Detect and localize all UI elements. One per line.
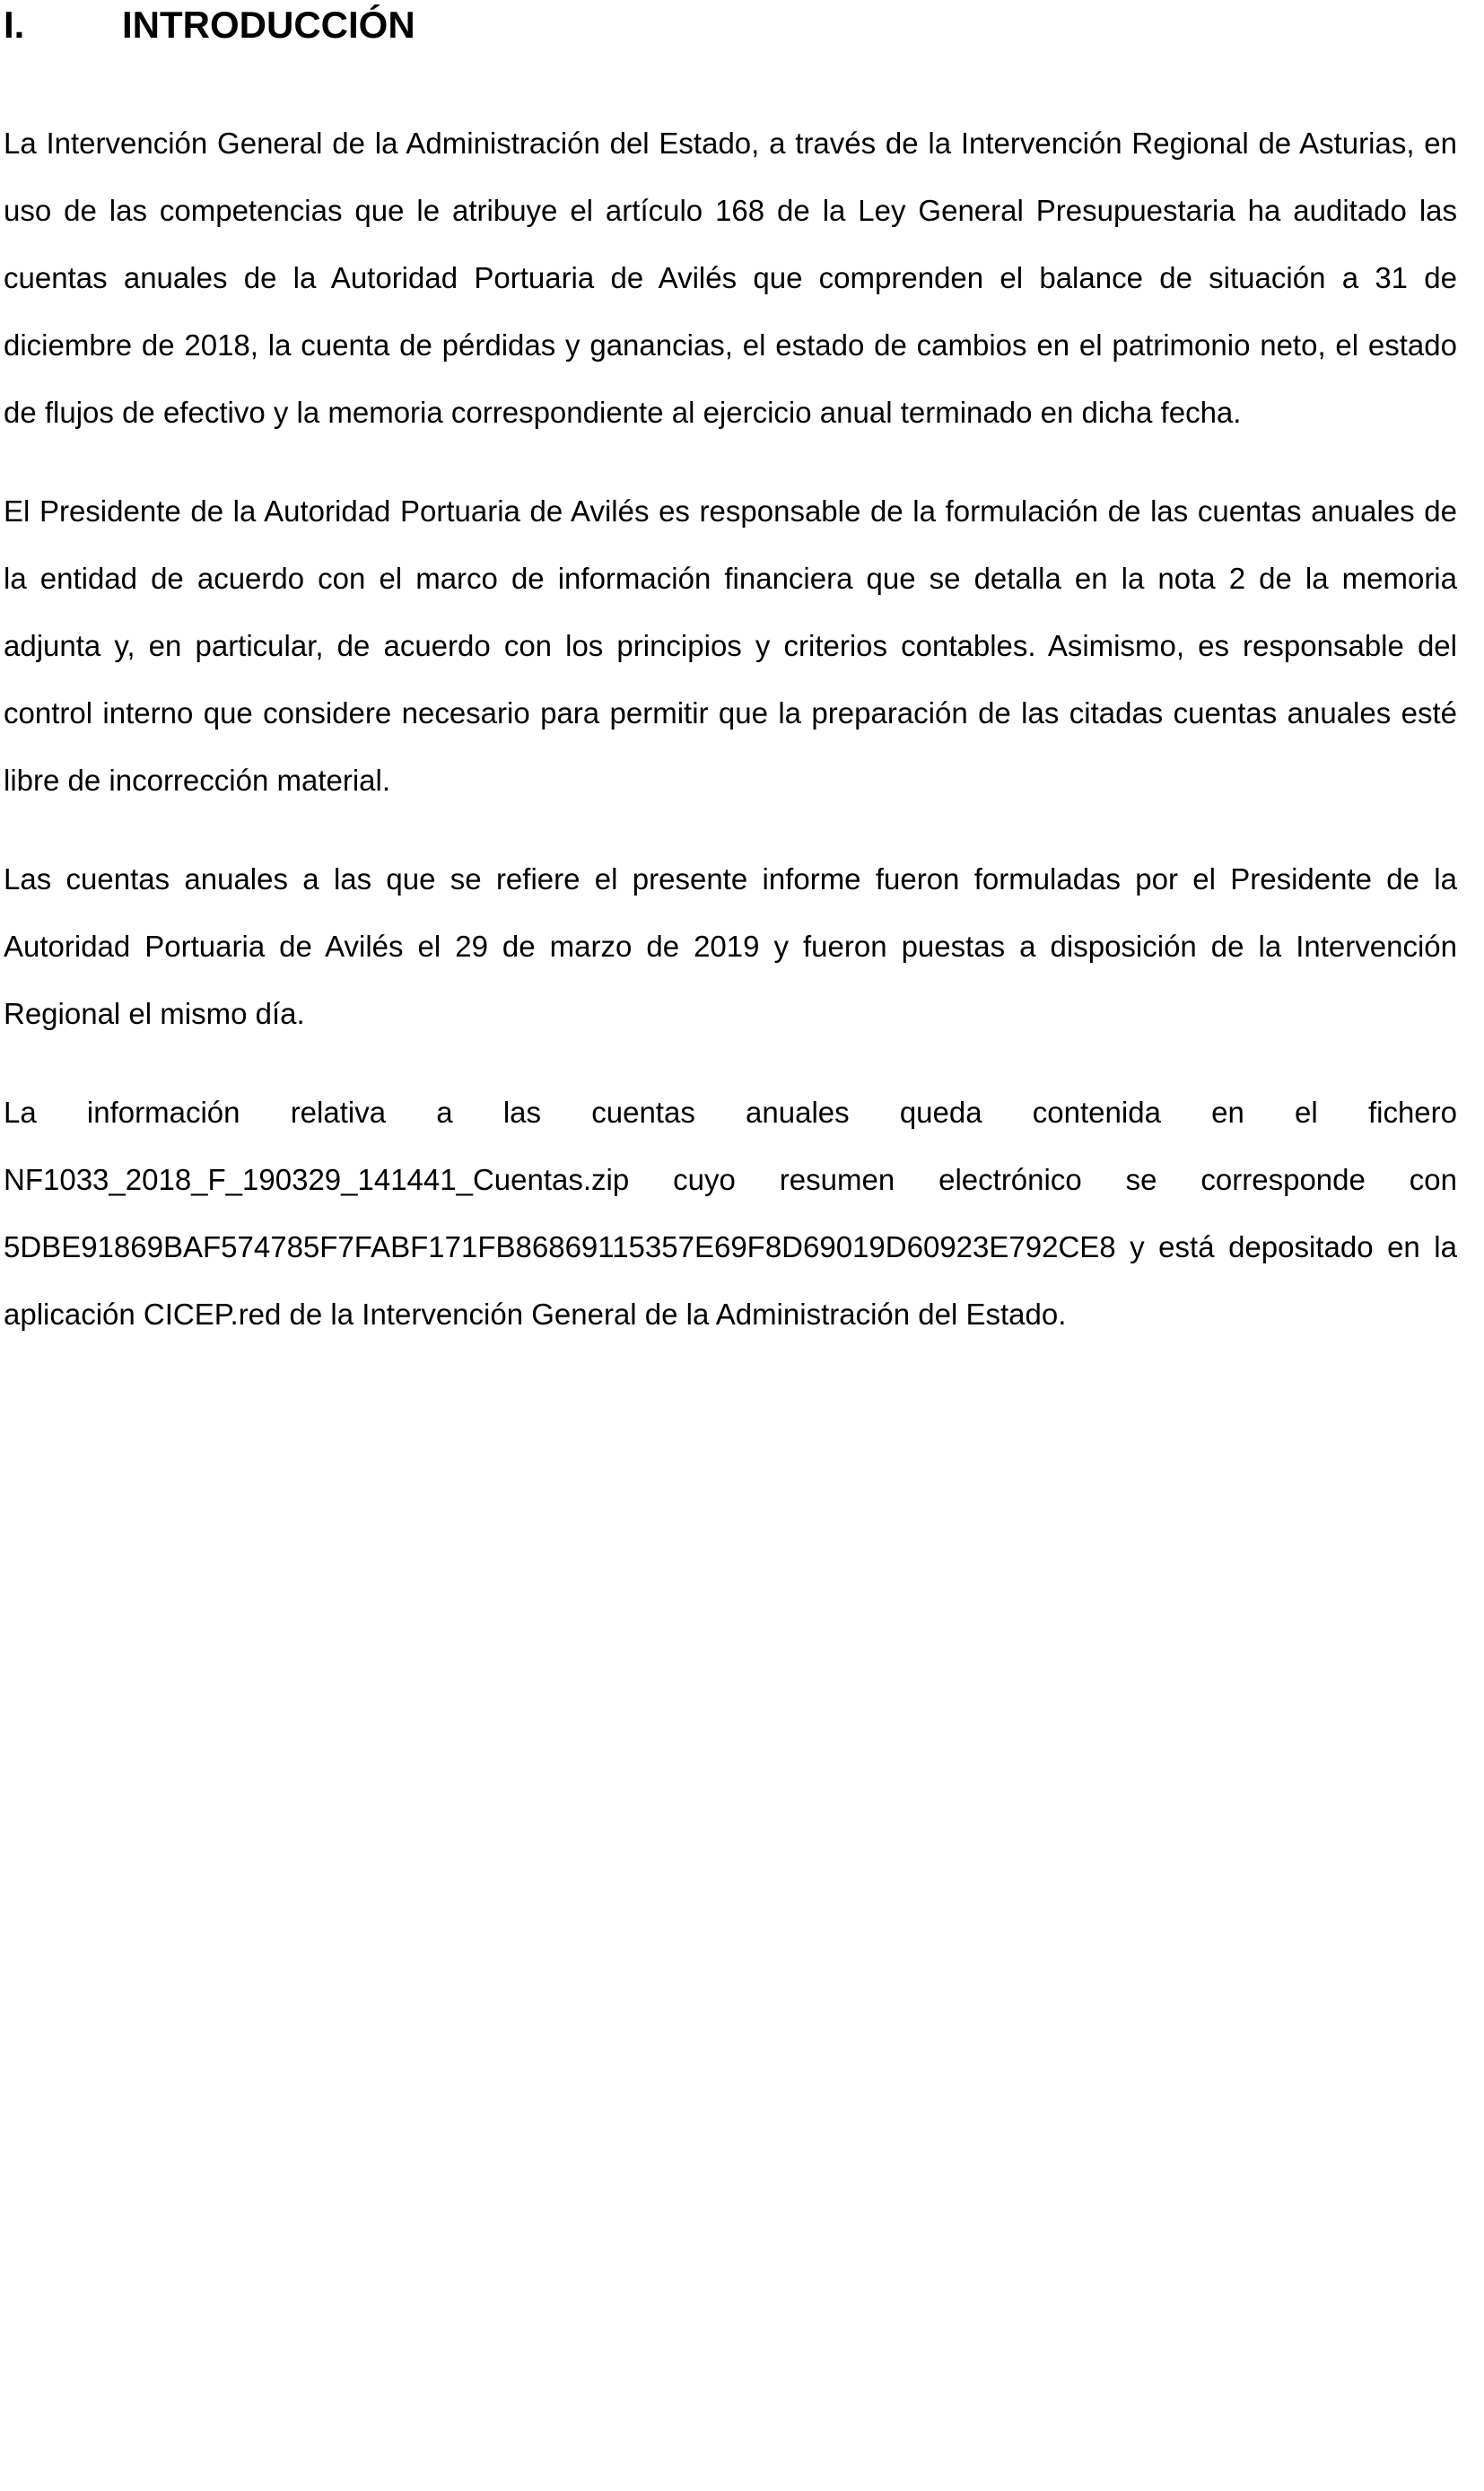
section-number: I. <box>4 4 25 46</box>
paragraph-audit-scope: La Intervención General de la Administración del Estado, a través de la Intervención Regional de Asturias, en uso de las competencias que le atribuye el artículo 168 de la Ley General Presupuestaria ha auditado las cuentas anuales de la Autoridad Portuaria de Avilés que comprenden el balance de situación a 31 de diciembre de 2018, la cuenta de pérdidas y ganancias, el estado de cambios en el patrimonio neto, el estado de flujos de efectivo y la memoria correspondiente al ejercicio anual terminado en dicha fecha. <box>4 127 1457 429</box>
section-heading <box>4 0 1457 50</box>
section-title: INTRODUCCIÓN <box>122 4 415 46</box>
paragraph-president-responsibility: El Presidente de la Autoridad Portuaria de Avilés es responsable de la formulación de las cuentas anuales de la entidad de acuerdo con el marco de información financiera que se detalla en la nota 2 de la memoria adjunta y, en particular, de acuerdo con los principios y criterios contables. Asimismo, es responsable del control interno que considere necesario para permitir que la preparación de las citadas cuentas anuales esté libre de incorrección material. <box>4 494 1457 797</box>
body-text <box>4 109 1457 1379</box>
paragraph-file-information: La información relativa a las cuentas anuales queda contenida en el fichero NF1033_2018_F_190329_141441_Cuentas.zip cuyo resumen electrónico se corresponde con 5DBE91869BAF574785F7FABF171FB86869115357E69F8D69019D60923E792CE8 y está depositado en la aplicación CICEP.red de la Intervención General de la Administración del Estado. <box>4 1096 1457 1331</box>
paragraph-accounts-formulation: Las cuentas anuales a las que se refiere el presente informe fueron formuladas por el Presidente de la Autoridad Portuaria de Avilés el 29 de marzo de 2019 y fueron puestas a disposición de la Intervención Regional el mismo día. <box>4 862 1457 1030</box>
